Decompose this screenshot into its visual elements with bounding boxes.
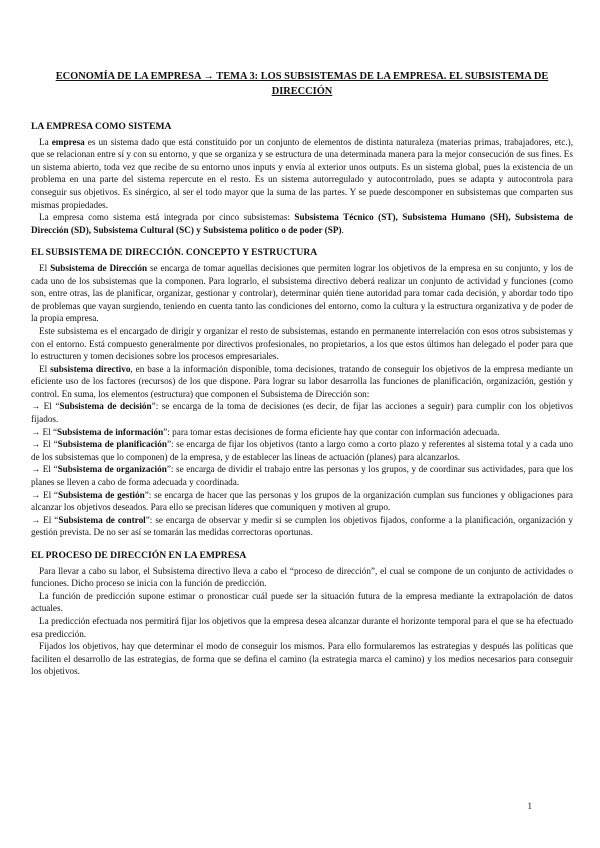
list-item-text: ”: se encarga de hacer que las personas y los grupos de la organización cumplan sus funciones y obligaciones para alcanzar los objetivos deseados. Para ello se precisan líderes que comuniquen y motiven al grupo. bbox=[31, 489, 573, 513]
list-item-text: El “ bbox=[40, 426, 58, 437]
arrow-icon: → bbox=[31, 489, 41, 500]
list-item bbox=[31, 426, 573, 439]
list-item-text: ”: se encarga de dividir el trabajo entre las personas y los grupos, y de coordinar sus actividades, para que los planes se lleven a cabo de forma adecuada y coordinada. bbox=[31, 464, 574, 488]
paragraph: Este subsistema es el encargado de dirigir y organizar el resto de subsistemas, estando en permanente interrelación con esos otros subsistemas y con el entorno. Está compuesto generalmente por directivos profesionales, no propietarios, a los que estos últimos han delegado el poder para que lo estructuren y tomen decisiones sobre los procesos empresariales. bbox=[31, 325, 573, 362]
arrow-icon: → bbox=[31, 439, 41, 450]
bold-term: Subsistema Técnico (ST), Subsistema Humano (SH), Subsistema de Dirección (SD), Subsistema Cultural (SC) y Subsistema político o de poder (SP) bbox=[31, 212, 573, 235]
document-title: ECONOMÍA DE LA EMPRESA → TEMA 3: LOS SUBSISTEMAS DE LA EMPRESA. EL SUBSISTEMA DE DIRECCIÓN bbox=[55, 71, 549, 97]
paragraph-text: es un sistema dado que está constituido por un conjunto de elementos de distinta naturaleza (materias primas, trabajadores, etc.), que se relacionan entre sí y con su entorno, y que se organiza y se estructura de una determinada manera para la mejor consecución de sus fines. Es un sistema abierto, toda vez que recibe de su entorno unos inputs y envía al exterior unos outputs. Es un sistema global, pues la existencia de un problema en una parte del sistema repercute en el resto. Es un sistema autorregulado y autocontrolado, pues se adapta y autocontrola para conseguir sus objetivos. Es sinérgico, al ser el todo mayor que la suma de las partes. Y se puede descomponer en subsistemas que comparten sus mismas propiedades. bbox=[31, 136, 573, 210]
list-item-text: El “ bbox=[40, 514, 59, 525]
section-heading-empresa-sistema: LA EMPRESA COMO SISTEMA bbox=[31, 121, 172, 132]
paragraph: Fijados los objetivos, hay que determinar el modo de conseguir los mismos. Para ello formularemos las estrategias y después las políticas que faciliten el desarrollo de las estrategias, de forma que se defina el camino (la estrategia marca el camino) y los medios necesarios para conseguir los objetivos. bbox=[31, 641, 573, 677]
list-item bbox=[31, 489, 573, 514]
list-item-text: ”: para tomar estas decisiones de forma eficiente hay que contar con información adecuada. bbox=[163, 426, 500, 437]
bold-term: Subsistema de información bbox=[57, 426, 164, 437]
document-page bbox=[31, 70, 573, 678]
paragraph bbox=[31, 363, 573, 401]
section-heading-subsistema-direccion: EL SUBSISTEMA DE DIRECCIÓN. CONCEPTO Y ESTRUCTURA bbox=[31, 247, 318, 259]
paragraph-text: El bbox=[39, 262, 51, 273]
arrow-icon: → bbox=[31, 401, 41, 412]
paragraph-text: El bbox=[39, 363, 51, 374]
bold-term: Subsistema de Dirección bbox=[50, 262, 148, 273]
list-item-text: El “ bbox=[40, 464, 58, 475]
list-item-text: El “ bbox=[40, 439, 58, 450]
bold-term: Subsistema de control bbox=[58, 514, 146, 525]
list-item bbox=[31, 400, 573, 425]
page-number: 1 bbox=[527, 801, 532, 811]
list-item-text: ”: se encarga de observar y medir si se cumplen los objetivos fijados, conforme a la planificación, organización y gestión prevista. De no ser así se tomarán las medidas correctoras oportunas. bbox=[31, 514, 573, 538]
bold-term: subsistema directivo bbox=[50, 363, 131, 374]
paragraph: Para llevar a cabo su labor, el Subsistema directivo lleva a cabo el “proceso de dirección”, el cual se compone de un conjunto de actividades o funciones. Dicho proceso se inicia con la función de predicción. bbox=[31, 565, 573, 589]
arrow-icon: → bbox=[31, 464, 41, 475]
bold-term: Subsistema de organización bbox=[57, 464, 167, 475]
bold-term: empresa bbox=[51, 136, 85, 147]
paragraph: La predicción efectuada nos permitirá fijar los objetivos que la empresa desea alcanzar durante el horizonte temporal para el que se ha efectuado esa predicción. bbox=[31, 615, 573, 639]
list-item-text: ”: se encarga de fijar los objetivos (tanto a largo como a corto plazo y referentes al sistema total y a cada uno de los subsistemas que lo componen) de la empresa, y de establecer las líneas de actuación (planes) para alcanzarlos. bbox=[31, 439, 573, 462]
list-item bbox=[31, 514, 573, 539]
paragraph bbox=[31, 136, 573, 212]
list-item bbox=[31, 438, 573, 463]
arrow-icon: → bbox=[31, 514, 41, 525]
paragraph-text: La empresa como sistema está integrada por cinco subsistemas: bbox=[39, 212, 295, 223]
paragraph-text: se encarga de tomar aquellas decisiones que permiten lograr los objetivos de la empresa en su conjunto, y los de cada uno de los subsistemas que la componen. Para lograrlo, el subsistema directivo deberá realizar un conjunto de actividad y funciones (como son, entre otras, las de planificar, organizar, gestionar y controlar), determinar quién tiene autoridad para tomar cada decisión, y abordar todo tipo de problemas que vayan surgiendo, teniendo en cuenta tanto las condiciones del entorno, como la cultura y la estructura organizativa y de poder de la propia empresa. bbox=[31, 262, 573, 324]
list-item-text: El “ bbox=[40, 489, 58, 500]
arrow-icon: → bbox=[31, 426, 41, 437]
section-heading-proceso-direccion: EL PROCESO DE DIRECCIÓN EN LA EMPRESA bbox=[31, 550, 247, 561]
list-item bbox=[31, 463, 573, 488]
paragraph-text: La bbox=[39, 136, 52, 147]
paragraph bbox=[31, 211, 573, 236]
list-item-text: ”: se encarga de la toma de decisiones (es decir, de fijar las acciones a seguir) para cumplir con los objetivos fijados. bbox=[31, 401, 573, 425]
paragraph-text: . bbox=[341, 224, 344, 235]
paragraph-text: , en base a la información disponible, toma decisiones, tratando de conseguir los objetivos de la empresa mediante un eficiente uso de los factores (recursos) de los que dispone. Para lograr su labor desarrolla las funciones de planificación, organización, gestión y control. En suma, los elementos (estructura) que componen el Subsistema de Dirección son: bbox=[31, 363, 573, 399]
bold-term: Subsistema de planificación bbox=[57, 439, 167, 450]
bold-term: Subsistema de decisión bbox=[59, 401, 152, 412]
list-item-text: El “ bbox=[40, 401, 60, 412]
bold-term: Subsistema de gestión bbox=[57, 489, 145, 500]
paragraph: La función de predicción supone estimar o pronosticar cuál puede ser la situación futura de la empresa mediante la extrapolación de datos actuales. bbox=[31, 590, 573, 614]
paragraph bbox=[31, 262, 573, 325]
